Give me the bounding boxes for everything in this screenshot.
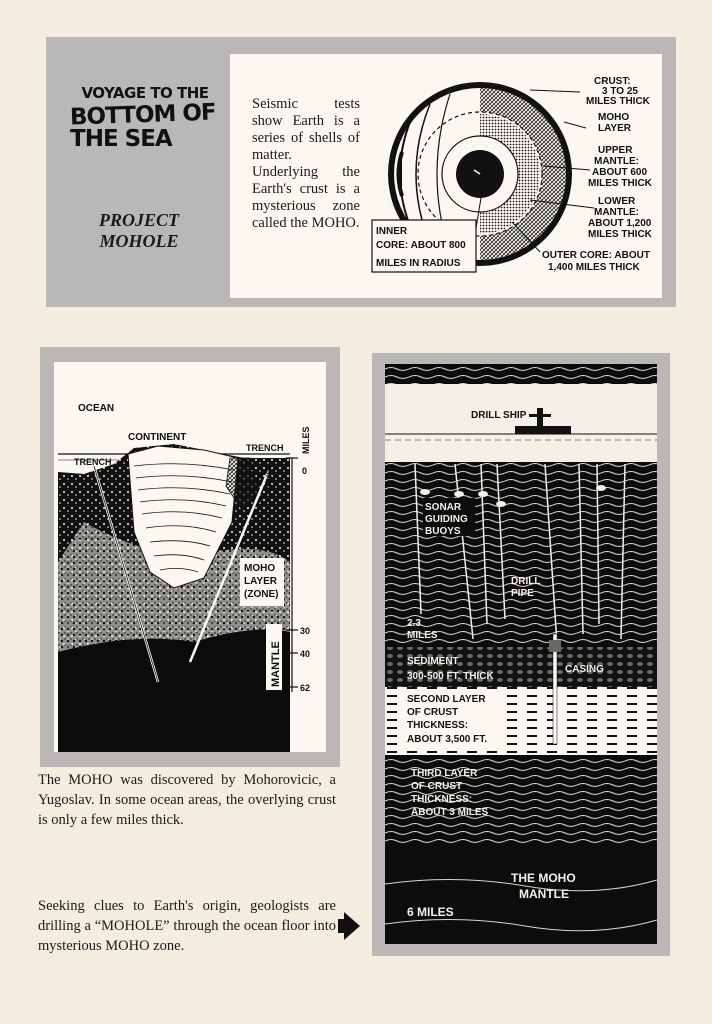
project-title [74, 210, 204, 252]
drill-diagram-art [385, 364, 657, 944]
drill-label: DRILL SHIP [471, 410, 527, 421]
drill-label: MILES [407, 630, 438, 641]
drill-label: ABOUT 3,500 FT. [407, 734, 488, 745]
cross-section-label: MILES [301, 426, 311, 454]
globe-label: 3 TO 25 [602, 86, 638, 97]
crust-cross-section-diagram [54, 362, 326, 752]
earth-layers-diagram [376, 62, 660, 294]
globe-label: MANTLE: [594, 156, 639, 167]
globe-label: ABOUT 600 [592, 167, 648, 178]
cross-section-label: CRUST [265, 464, 274, 492]
drill-label: THIRD LAYER [411, 768, 478, 779]
drill-label: THE MOHO [511, 871, 576, 885]
drill-label: THICKNESS: [407, 720, 469, 731]
globe-label: CRUST: [594, 76, 631, 87]
globe-label: LAYER [598, 123, 631, 134]
cross-section-label: 30 [300, 626, 311, 636]
globe-label: 1,400 MILES THICK [548, 262, 640, 273]
globe-label: CORE: ABOUT 800 [376, 240, 466, 251]
project-title-line: PROJECT [98, 210, 179, 230]
cross-section-label: LAYER [244, 576, 277, 587]
globe-label: MOHO [598, 112, 630, 123]
series-title-line: VOYAGE TO THE [81, 84, 209, 102]
drill-label: 300-500 FT. THICK [407, 671, 494, 682]
globe-label: MILES THICK [588, 229, 652, 240]
drilling-caption: Seeking clues to Earth's origin, geologists are drilling a “MOHOLE” through the ocean floor into mysterious MOHO zone. [38, 898, 336, 954]
drill-label: SONAR [425, 502, 462, 513]
drill-label: 2.3 [407, 618, 421, 629]
globe-label: LOWER [598, 196, 636, 207]
cross-section-label: 40 [300, 649, 311, 659]
globe-label: UPPER [598, 145, 633, 156]
drill-label: PIPE [511, 588, 534, 599]
globe-label: MILES IN RADIUS [376, 258, 461, 269]
globe-label: ABOUT 1,200 [588, 218, 652, 229]
series-title [70, 86, 220, 151]
cross-section-label: CONTINENT [128, 432, 187, 443]
globe-label: OUTER CORE: ABOUT [542, 250, 650, 261]
cross-section-label: MANTLE [270, 641, 282, 687]
cross-section-label: MOHO [244, 563, 276, 574]
inner-core-callout [372, 220, 476, 272]
drill-label: ABOUT 3 MILES [411, 807, 489, 818]
globe-label: INNER [376, 226, 408, 237]
cross-section-label: TRENCH [74, 457, 112, 467]
drill-label: GUIDING [425, 514, 468, 525]
cross-section-label: OCEAN [78, 403, 115, 414]
drill-label: DRILL [511, 576, 541, 587]
cross-section-label: (ZONE) [244, 589, 279, 600]
drill-label: BUOYS [425, 526, 461, 537]
drill-label: SECOND LAYER [407, 694, 486, 705]
cross-section-label: TRENCH [246, 443, 284, 453]
cross-section-label: 62 [300, 683, 311, 693]
drill-label: CASING [565, 664, 604, 675]
series-title-line: BOTTOM OF [69, 99, 217, 131]
mohole-drilling-diagram [385, 364, 657, 944]
globe-label: MILES THICK [588, 178, 652, 189]
drill-label: SEDIMENT [407, 656, 459, 667]
arrow-right-icon [344, 912, 360, 940]
drill-label: OF CRUST [407, 707, 459, 718]
discovery-caption: The MOHO was discovered by Mohorovicic, a Yugoslav. In some ocean areas, the overlying crust is only a few miles thick. [38, 772, 336, 828]
intro-paragraph: Seismic tests show Earth is a series of shells of matter. Underlying the Earth's crust is a mysterious zone called the MOHO. [252, 96, 360, 231]
drill-label: OF CRUST [411, 781, 463, 792]
cross-section-label: 0 [302, 466, 308, 476]
series-title-line: THE SEA [70, 126, 172, 152]
globe-label: MANTLE: [594, 207, 639, 218]
project-title-line: MOHOLE [99, 231, 179, 251]
drill-label: 6 MILES [407, 905, 454, 919]
drill-label: MANTLE [519, 887, 569, 901]
globe-label: MILES THICK [586, 96, 650, 107]
drill-label: THICKNESS: [411, 794, 473, 805]
